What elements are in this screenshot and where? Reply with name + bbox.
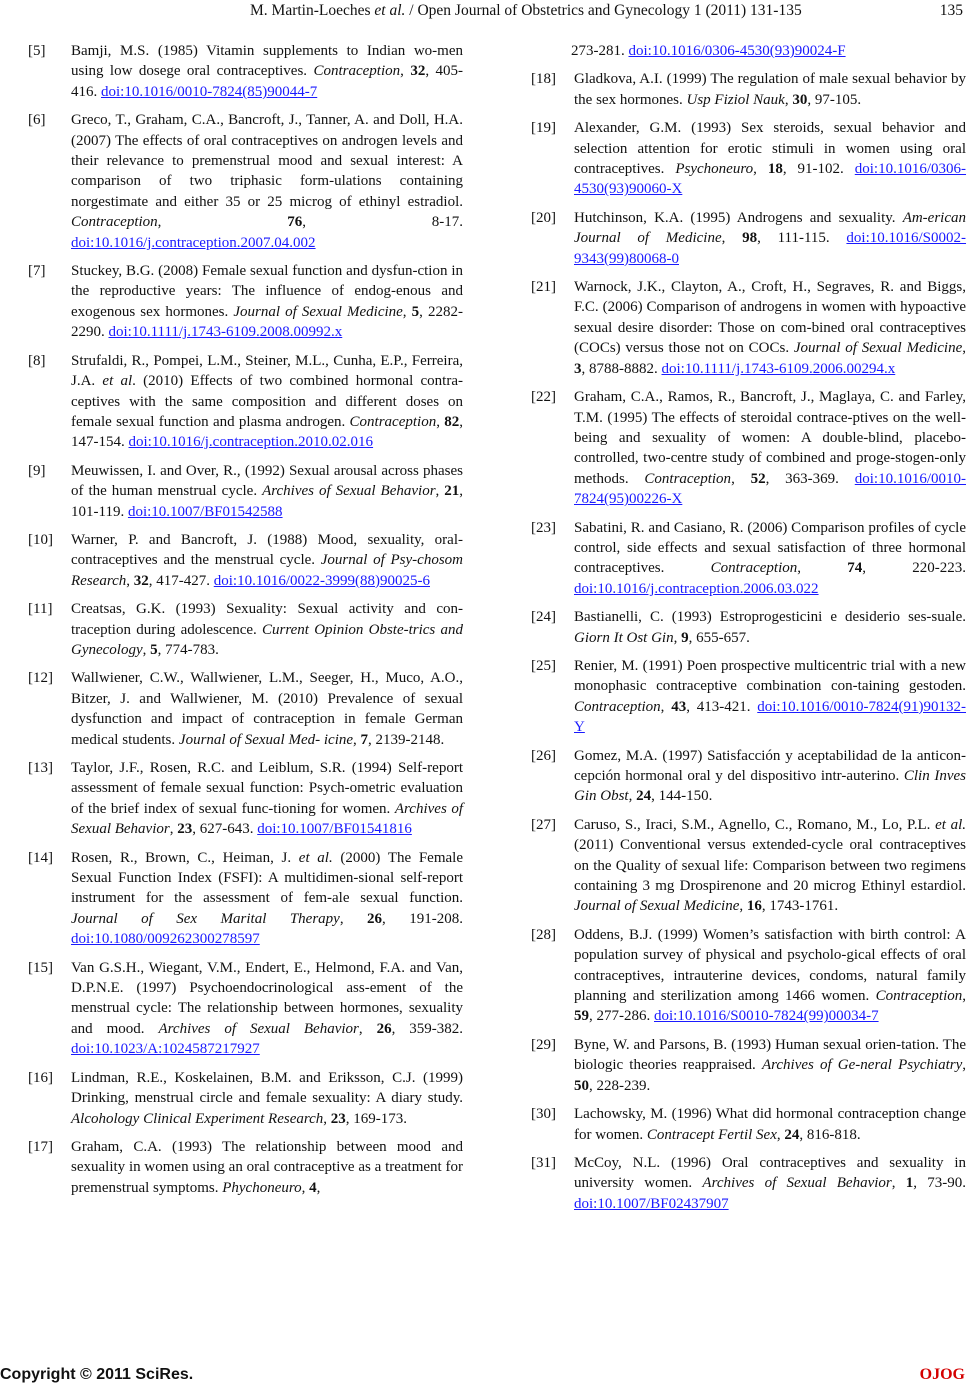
reference-text: , 97-105. bbox=[807, 91, 862, 108]
volume-number: 26 bbox=[367, 910, 383, 927]
doi-link[interactable]: doi:10.1016/j.contraception.2006.03.022 bbox=[574, 580, 819, 597]
doi-link[interactable]: doi:10.1016/S0010-7824(99)00034-7 bbox=[654, 1008, 879, 1025]
volume-number: 74 bbox=[847, 560, 863, 577]
reference-text: , 111-115. bbox=[757, 230, 847, 247]
reference-item bbox=[28, 958, 463, 1060]
volume-number: 52 bbox=[750, 470, 766, 487]
volume-number: 30 bbox=[792, 91, 808, 108]
journal-abbrev: OJOG bbox=[919, 1366, 965, 1383]
journal-name: et al. bbox=[298, 849, 333, 866]
journal-name: Journal of Sexual Medicine bbox=[574, 898, 740, 915]
volume-number: 59 bbox=[574, 1008, 589, 1025]
reference-item bbox=[28, 1068, 463, 1129]
reference-number: [15] bbox=[28, 959, 53, 976]
reference-number: [27] bbox=[531, 816, 556, 833]
doi-link[interactable]: doi:10.1007/BF01541816 bbox=[257, 821, 412, 838]
reference-text: , bbox=[353, 731, 361, 748]
reference-text: Lindman, R.E., Koskelainen, B.M. and Eriksson, C.J. (1999) Drinking, menstrual circle and female sexuality: A diary study. bbox=[71, 1069, 463, 1107]
volume-number: 98 bbox=[742, 230, 758, 247]
reference-text: , bbox=[784, 91, 793, 108]
reference-number: [29] bbox=[531, 1036, 556, 1053]
reference-item bbox=[531, 607, 966, 648]
doi-link[interactable]: doi:10.1111/j.1743-6109.2006.00294.x bbox=[661, 360, 896, 377]
volume-number: 32 bbox=[133, 572, 149, 589]
journal-name: Am-erican Journal of Medicine bbox=[574, 209, 966, 247]
reference-text: Taylor, J.F., Rosen, R.C. and Leiblum, S.R. (1994) Self-report assessment of female sexual function: Psych-ometric evaluation of the brief index of sexual func-tioning for women. bbox=[71, 760, 463, 817]
journal-name: Current Opinion Obste-trics and Gynecology bbox=[71, 621, 463, 658]
reference-number: [14] bbox=[28, 849, 53, 866]
reference-text: , bbox=[628, 788, 637, 805]
reference-text: , 774-783. bbox=[157, 641, 219, 658]
reference-item bbox=[531, 746, 966, 807]
reference-text: McCoy, N.L. (1996) Oral contraceptives and sexuality in university women. bbox=[574, 1154, 966, 1192]
reference-text: , 359-382. bbox=[391, 1020, 464, 1037]
reference-text: , 363-369. bbox=[765, 470, 855, 487]
reference-number: [13] bbox=[28, 760, 53, 776]
reference-text: Creatsas, G.K. (1993) Sexuality: Sexual activity and con-traception during adolescence. bbox=[71, 601, 463, 638]
reference-number: [9] bbox=[28, 462, 46, 479]
reference-text: , bbox=[435, 483, 445, 500]
reference-number: [6] bbox=[28, 112, 46, 129]
reference-number: [20] bbox=[531, 209, 556, 226]
references-right-column bbox=[531, 41, 966, 1222]
volume-number: 9 bbox=[681, 629, 689, 646]
journal-name: Giorn It Ost Gin bbox=[574, 629, 674, 646]
journal-name: Contraception bbox=[349, 413, 437, 430]
reference-text: , bbox=[126, 572, 134, 589]
reference-text: , bbox=[316, 1179, 321, 1196]
reference-item bbox=[28, 1137, 463, 1198]
reference-number: [24] bbox=[531, 609, 556, 626]
page-number: 135 bbox=[939, 2, 963, 19]
reference-text: Bastianelli, C. (1993) Estroprogesticini e desiderio ses-suale. bbox=[574, 609, 966, 626]
journal-name: et al bbox=[102, 373, 133, 390]
reference-text: Renier, M. (1991) Poen prospective multicentric trial with a new monophasic contraceptive combination con-taining gestoden. bbox=[574, 657, 966, 695]
reference-text: , 417-427. bbox=[148, 572, 214, 589]
reference-text: Bamji, M.S. (1985) Vitamin supplements to Indian wo-men using low dosege oral contraceptives. bbox=[71, 43, 463, 80]
volume-number: 50 bbox=[574, 1077, 589, 1094]
reference-item bbox=[531, 1153, 966, 1214]
reference-text: , bbox=[776, 1126, 785, 1143]
volume-number: 18 bbox=[767, 161, 783, 178]
reference-text: Hutchinson, K.A. (1995) Androgens and sexuality. bbox=[574, 209, 903, 226]
reference-item bbox=[28, 758, 463, 840]
journal-name: Psychoneuro bbox=[675, 161, 754, 178]
reference-text: Stuckey, B.G. (2008) Female sexual function and dysfun-ction in the reproductive years: The influence of endog-enous and exogenous sex hormones. bbox=[71, 263, 463, 320]
journal-name: Contraception bbox=[71, 214, 158, 231]
doi-link[interactable]: doi:10.1016/0010-7824(85)90044-7 bbox=[101, 83, 318, 100]
journal-name: Contraception bbox=[574, 698, 661, 715]
journal-name: Contraception bbox=[875, 988, 963, 1005]
reference-text: , 816-818. bbox=[799, 1126, 861, 1143]
reference-text: Meuwissen, I. and Over, R., (1992) Sexual arousal across phases of the human menstrual cycle. bbox=[71, 462, 463, 500]
reference-item bbox=[531, 518, 966, 600]
reference-text: Sabatini, R. and Casiano, R. (2006) Comparison profiles of cycle control, side effects and sexual satisfaction of three hormonal contraceptives. bbox=[574, 519, 966, 577]
reference-text: , 277-286. bbox=[589, 1008, 654, 1025]
header-journal: / Open Journal of Obstetrics and Gynecology 1 (2011) 131-135 bbox=[405, 2, 802, 19]
reference-item bbox=[531, 656, 966, 738]
volume-number: 16 bbox=[746, 898, 762, 915]
reference-text: Gladkova, A.I. (1999) The regulation of male sexual behavior by the sex hormones. bbox=[574, 71, 966, 108]
reference-text: (2011) Conventional versus extended-cycle oral contraceptives on the Quality of sexual life: Comparison between two regimens containing 3 mg Drospirenone and 20 microg Ethinyl estardiol. bbox=[574, 837, 966, 895]
doi-link[interactable]: doi:10.1016/0010-7824(95)00226-X bbox=[574, 470, 966, 508]
reference-text: , bbox=[142, 641, 151, 658]
volume-number: 7 bbox=[360, 731, 369, 748]
reference-text: Lachowsky, M. (1996) What did hormonal contraception change for women. bbox=[574, 1106, 966, 1143]
reference-text: , 144-150. bbox=[651, 788, 713, 805]
journal-name: Archives of Sexual Behavior bbox=[158, 1020, 359, 1037]
reference-text: , 1743-1761. bbox=[761, 898, 839, 915]
journal-name: et al. bbox=[935, 816, 966, 833]
reference-item bbox=[28, 41, 463, 102]
reference-text: , 191-208. bbox=[382, 910, 464, 927]
reference-text: , bbox=[157, 214, 288, 231]
reference-text: , 8788-8882. bbox=[581, 360, 662, 377]
reference-item bbox=[28, 668, 463, 750]
reference-text: , bbox=[339, 910, 368, 927]
reference-item bbox=[531, 387, 966, 509]
reference-number: [5] bbox=[28, 43, 46, 59]
reference-text: Strufaldi, R., Pompei, L.M., Steiner, M.L., Cunha, E.P., Ferreira, J.A. bbox=[71, 352, 463, 390]
reference-text: , 228-239. bbox=[589, 1077, 651, 1094]
reference-item bbox=[531, 41, 966, 61]
reference-text: , 2282-2290. bbox=[71, 303, 464, 341]
doi-link[interactable]: doi:10.1111/j.1743-6109.2008.00992.x bbox=[108, 324, 343, 341]
reference-text: Alexander, G.M. (1993) Sex steroids, sexual behavior and selection attention for erotic stimuli in women using oral contraceptives. bbox=[574, 120, 966, 178]
doi-link[interactable]: doi:10.1007/BF02437907 bbox=[574, 1195, 729, 1212]
journal-name: Journal of Sexual Medicine bbox=[793, 340, 963, 357]
reference-number: [18] bbox=[531, 71, 556, 88]
journal-name: Phychoneuro bbox=[222, 1179, 302, 1196]
volume-number: 24 bbox=[784, 1126, 800, 1143]
reference-text: , bbox=[721, 230, 743, 247]
reference-text: , 220-223. bbox=[862, 560, 966, 577]
reference-text: Warner, P. and Bancroft, J. (1988) Mood, sexuality, oral-contraceptives and the menstrual cycle. bbox=[71, 531, 463, 569]
reference-text: Van G.S.H., Wiegant, V.M., Endert, E., Helmond, F.A. and Van, D.P.N.E. (1997) Psychoendocrinological ass-ement of the menstrual cycle: The relationship between hormones, sexuality and mood. bbox=[71, 959, 463, 1037]
volume-number: 24 bbox=[636, 788, 652, 805]
reference-number: [26] bbox=[531, 747, 556, 764]
journal-name: Journal of Sexual Med- icine bbox=[178, 731, 354, 748]
reference-number: [16] bbox=[28, 1069, 53, 1086]
volume-number: 4 bbox=[309, 1179, 317, 1196]
reference-text: , bbox=[753, 161, 768, 178]
reference-text: , 655-657. bbox=[688, 629, 750, 646]
reference-text: , 627-643. bbox=[192, 821, 258, 838]
volume-number: 32 bbox=[410, 63, 426, 80]
reference-number: [23] bbox=[531, 519, 556, 536]
journal-name: Contraception bbox=[710, 560, 798, 577]
doi-link[interactable]: doi:10.1016/j.contraception.2007.04.002 bbox=[71, 234, 316, 251]
reference-text: . (2010) Effects of two combined hormonal contra-ceptives with the same composition and different doses on female sexual function and plasma androgen. bbox=[71, 373, 463, 430]
reference-text: , bbox=[301, 1179, 310, 1196]
reference-text: Oddens, B.J. (1999) Women’s satisfaction with birth control: A population survey of physical and psycholo-gical effects of oral contraceptives, intrauterine devices, condoms, natural family planning and sterilization among 1466 women. bbox=[574, 926, 966, 1005]
reference-text: , 147-154. bbox=[71, 413, 464, 451]
reference-text: , bbox=[731, 470, 751, 487]
reference-number: [25] bbox=[531, 657, 556, 674]
copyright: Copyright © 2011 SciRes. bbox=[0, 1366, 194, 1383]
reference-text: , 413-421. bbox=[686, 698, 758, 715]
reference-item bbox=[531, 815, 966, 917]
doi-link[interactable]: doi:10.1016/0010-7824(91)90132-Y bbox=[574, 698, 966, 736]
reference-number: [30] bbox=[531, 1106, 556, 1123]
header-et-al: et al. bbox=[374, 2, 406, 19]
reference-text: , bbox=[962, 988, 966, 1005]
reference-text: 273-281. bbox=[571, 43, 629, 59]
reference-number: [31] bbox=[531, 1154, 556, 1171]
reference-item bbox=[28, 599, 463, 660]
journal-name: Contraception bbox=[313, 63, 401, 80]
doi-link[interactable]: doi:10.1080/009262300278597 bbox=[71, 931, 260, 948]
references-left-column bbox=[28, 41, 463, 1206]
reference-item bbox=[531, 69, 966, 110]
reference-item bbox=[28, 461, 463, 522]
journal-name: Journal of Psy-chosom Research bbox=[71, 552, 463, 589]
reference-text: , 169-173. bbox=[345, 1110, 408, 1127]
reference-text: Caruso, S., Iraci, S.M., Agnello, C., Romano, M., Lo, P.L. bbox=[574, 816, 936, 833]
reference-number: [22] bbox=[531, 389, 556, 406]
volume-number: 1 bbox=[905, 1175, 914, 1192]
reference-item bbox=[531, 1104, 966, 1145]
doi-link[interactable]: doi:10.1007/BF01542588 bbox=[127, 503, 283, 520]
reference-text: , bbox=[673, 629, 682, 646]
reference-item bbox=[28, 848, 463, 950]
reference-text: Rosen, R., Brown, C., Heiman, J. bbox=[71, 849, 299, 866]
doi-link[interactable]: doi:10.1016/j.contraception.2010.02.016 bbox=[128, 434, 374, 451]
reference-text: Gomez, M.A. (1997) Satisfacción y aceptabilidad de la anticon-cepción hormonal oral y del dispositivo intr-auterino. bbox=[574, 747, 966, 784]
journal-name: Archives of Sexual Behavior bbox=[262, 483, 436, 500]
journal-name: Journal of Sexual Medicine bbox=[233, 303, 403, 320]
reference-text: (2000) The Female Sexual Function Index (FSFI): A multidimen-sional self-report instrument for the assessment of fem-ale sexual function. bbox=[71, 849, 463, 907]
reference-text: , 8-17. bbox=[302, 214, 464, 231]
reference-text: , bbox=[400, 63, 411, 80]
reference-text: , 91-102. bbox=[782, 161, 855, 178]
reference-text: , bbox=[660, 698, 672, 715]
reference-item bbox=[531, 277, 966, 379]
journal-name: Archives of Sexual Behavior bbox=[71, 800, 464, 838]
volume-number: 76 bbox=[287, 214, 303, 231]
reference-text: , bbox=[962, 340, 966, 357]
volume-number: 5 bbox=[150, 641, 158, 658]
volume-number: 3 bbox=[574, 360, 582, 377]
volume-number: 23 bbox=[330, 1110, 346, 1127]
journal-name: Journal of Sex Marital Therapy bbox=[71, 910, 340, 927]
reference-text: Greco, T., Graham, C.A., Bancroft, J., Tanner, A. and Doll, H.A. (2007) The effects of oral contraceptives on androgen levels and their relevance to premenstrual mood and sexual interest: A comparison of two triphasic form-ulations containing norgestimate and either 35 or 25 microg of ethinyl estradiol. bbox=[71, 112, 463, 210]
reference-text: Wallwiener, C.W., Wallwiener, L.M., Seeger, H., Muco, A.O., Bitzer, J. and Wallwiener, M. (2010) Prevalence of sexual dysfunction and impact of contraception in female German medical students. bbox=[71, 670, 463, 748]
volume-number: 23 bbox=[177, 821, 193, 838]
reference-item bbox=[28, 110, 463, 253]
reference-number: [19] bbox=[531, 120, 556, 137]
reference-text: , bbox=[739, 898, 747, 915]
journal-name: Alcohology Clinical Experiment Research bbox=[71, 1110, 324, 1127]
reference-text: , bbox=[323, 1110, 331, 1127]
reference-number: [7] bbox=[28, 263, 46, 280]
doi-link[interactable]: doi:10.1016/0306-4530(93)90024-F bbox=[628, 43, 846, 59]
volume-number: 82 bbox=[444, 413, 460, 430]
header-title bbox=[250, 2, 802, 20]
reference-text: , bbox=[436, 413, 445, 430]
reference-text: , bbox=[962, 1057, 966, 1074]
journal-name: Archives of Ge-neral Psychiatry bbox=[761, 1057, 963, 1074]
reference-item bbox=[531, 1035, 966, 1096]
doi-link[interactable]: doi:10.1023/A:1024587217927 bbox=[71, 1041, 260, 1058]
reference-text: Warnock, J.K., Clayton, A., Croft, H., Segraves, R. and Biggs, F.C. (2006) Comparison of androgens in women with hypoactive sexual desire disorder: Those on com-bined oral contraceptives (COCs) versus those not on COCs. bbox=[574, 279, 966, 357]
reference-text: Graham, C.A. (1993) The relationship between mood and sexuality in women using an oral contraceptive as a treatment for premenstrual symptoms. bbox=[71, 1138, 463, 1196]
reference-text: , bbox=[797, 560, 848, 577]
reference-text: Byne, W. and Parsons, B. (1993) Human sexual orien-tation. The biologic theories reappraised. bbox=[574, 1036, 966, 1074]
journal-name: Contracept Fertil Sex bbox=[646, 1126, 777, 1143]
reference-text: , 101-119. bbox=[71, 483, 464, 520]
journal-name: Archives of Sexual Behavior bbox=[702, 1175, 892, 1192]
reference-number: [28] bbox=[531, 926, 556, 943]
reference-text: , bbox=[891, 1175, 906, 1192]
reference-item bbox=[28, 261, 463, 343]
journal-name: Usp Fiziol Nauk bbox=[686, 91, 785, 108]
volume-number: 43 bbox=[671, 698, 687, 715]
reference-text: , bbox=[402, 303, 412, 320]
reference-text: , 405-416. bbox=[71, 63, 464, 100]
journal-name: Clin Inves Gin Obst bbox=[574, 768, 966, 805]
reference-item bbox=[531, 118, 966, 200]
reference-number: [8] bbox=[28, 352, 46, 369]
reference-text: , 73-90. bbox=[913, 1175, 967, 1192]
volume-number: 21 bbox=[444, 483, 460, 500]
reference-number: [11] bbox=[28, 601, 53, 618]
volume-number: 26 bbox=[376, 1020, 392, 1037]
reference-text: Graham, C.A., Ramos, R., Bancroft, J., Maglaya, C. and Farley, T.M. (1995) The effects of steroidal contrace-ptives on the well-being and sexuality of women: A double-blind, placebo-controlled, two-centre study of combined and proge-stogen-only methods. bbox=[574, 389, 966, 487]
reference-number: [12] bbox=[28, 670, 53, 687]
reference-number: [17] bbox=[28, 1138, 53, 1155]
journal-name: Contraception bbox=[644, 470, 732, 487]
reference-item bbox=[28, 530, 463, 591]
reference-item bbox=[531, 208, 966, 269]
doi-link[interactable]: doi:10.1016/0306-4530(93)90060-X bbox=[574, 161, 967, 198]
reference-item bbox=[531, 925, 966, 1027]
reference-number: [21] bbox=[531, 279, 556, 296]
doi-link[interactable]: doi:10.1016/0022-3999(88)90025-6 bbox=[213, 572, 430, 589]
reference-text: , 2139-2148. bbox=[368, 731, 445, 748]
volume-number: 5 bbox=[411, 303, 420, 320]
doi-link[interactable]: doi:10.1016/S0002-9343(99)80068-0 bbox=[574, 230, 967, 267]
reference-text: , bbox=[358, 1020, 377, 1037]
reference-text: , bbox=[169, 821, 178, 838]
reference-number: [10] bbox=[28, 531, 53, 548]
header-authors: M. Martin-Loeches bbox=[250, 2, 375, 19]
reference-item bbox=[28, 351, 463, 453]
